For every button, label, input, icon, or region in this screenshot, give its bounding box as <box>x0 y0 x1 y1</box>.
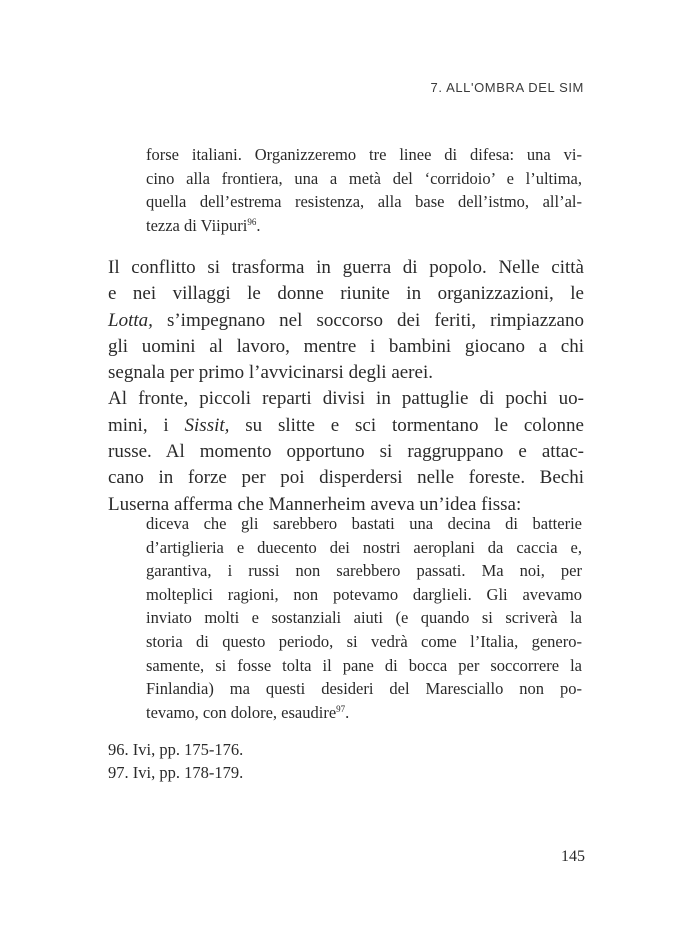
footnote-97: 97. Ivi, pp. 178-179. <box>108 763 244 782</box>
footnote-ref-96: 96 <box>247 216 257 227</box>
body-text: s’impegnano nel soccorso dei feriti, rimpiazzano <box>152 309 584 331</box>
body-line <box>108 308 584 334</box>
quote-line: garantiva, i russi non sarebbero passati. Ma noi, per <box>146 561 582 581</box>
quote-line: molteplici ragioni, non potevamo darglieli. Gli avevamo <box>146 584 582 604</box>
footnote-96: 96. Ivi, pp. 175-176. <box>108 740 244 759</box>
italic-term-sissit: Sissit, <box>184 414 230 436</box>
body-line: Al fronte, piccoli reparti divisi in pattuglie di pochi uo- <box>108 388 584 410</box>
quote-line: forse italiani. Organizzeremo tre linee di difesa: una vi- <box>146 145 582 164</box>
body-text: su slitte e sci tormentano le colonne <box>229 414 584 436</box>
quote-line: storia di questo periodo, si vedrà come l’Italia, genero- <box>146 631 582 651</box>
footnote-ref-97: 97 <box>336 703 346 714</box>
quote-line-last <box>146 214 582 238</box>
quote-text: tezza di Viipuri <box>146 215 248 235</box>
body-line: cano in forze per poi disperdersi nelle foreste. Bechi <box>108 467 584 489</box>
body-text: mini, i <box>108 414 185 436</box>
block-quote-1 <box>146 143 582 237</box>
quote-line: d’artiglieria e duecento dei nostri aeroplani da caccia e, <box>146 537 582 557</box>
quote-line: samente, si fosse tolta il pane di bocca per soccorrere la <box>146 655 582 675</box>
body-line-paragraph-end: segnala per primo l’avvicinarsi degli aerei. <box>108 362 433 384</box>
body-line: Il conflitto si trasforma in guerra di popolo. Nelle città <box>108 257 584 278</box>
running-head: 7. ALL'OMBRA DEL SIM <box>430 80 584 95</box>
body-line-paragraph-end: Luserna afferma che Mannerheim aveva un’idea fissa: <box>108 493 522 515</box>
quote-line: cino alla frontiera, una a metà del ‘corridoio’ e l’ultima, <box>146 168 582 188</box>
body-line: e nei villaggi le donne riunite in organizzazioni, le <box>108 283 584 305</box>
page-number: 145 <box>561 848 585 865</box>
block-quote-2 <box>146 512 582 724</box>
quote-text: tevamo, con dolore, esaudire <box>146 702 337 722</box>
quote-line: Finlandia) ma questi desideri del Maresciallo non po- <box>146 679 582 699</box>
body-line <box>108 413 584 439</box>
quote-line: quella dell’estrema resistenza, alla base dell’istmo, all’al- <box>146 192 582 212</box>
body-paragraphs <box>108 255 584 518</box>
quote-line: diceva che gli sarebbero bastati una decina di batterie <box>146 514 582 533</box>
quote-line-last <box>146 701 582 725</box>
footnotes <box>108 738 243 784</box>
body-line: gli uomini al lavoro, mentre i bambini giocano a chi <box>108 335 584 357</box>
quote-line: inviato molti e sostanziali aiuti (e quando si scriverà la <box>146 608 582 628</box>
italic-term-lotta: Lotta, <box>108 309 153 331</box>
body-line: russe. Al momento opportuno si raggruppano e attac- <box>108 441 584 463</box>
quote-end-punct: . <box>345 702 350 722</box>
quote-end-punct: . <box>256 215 261 235</box>
